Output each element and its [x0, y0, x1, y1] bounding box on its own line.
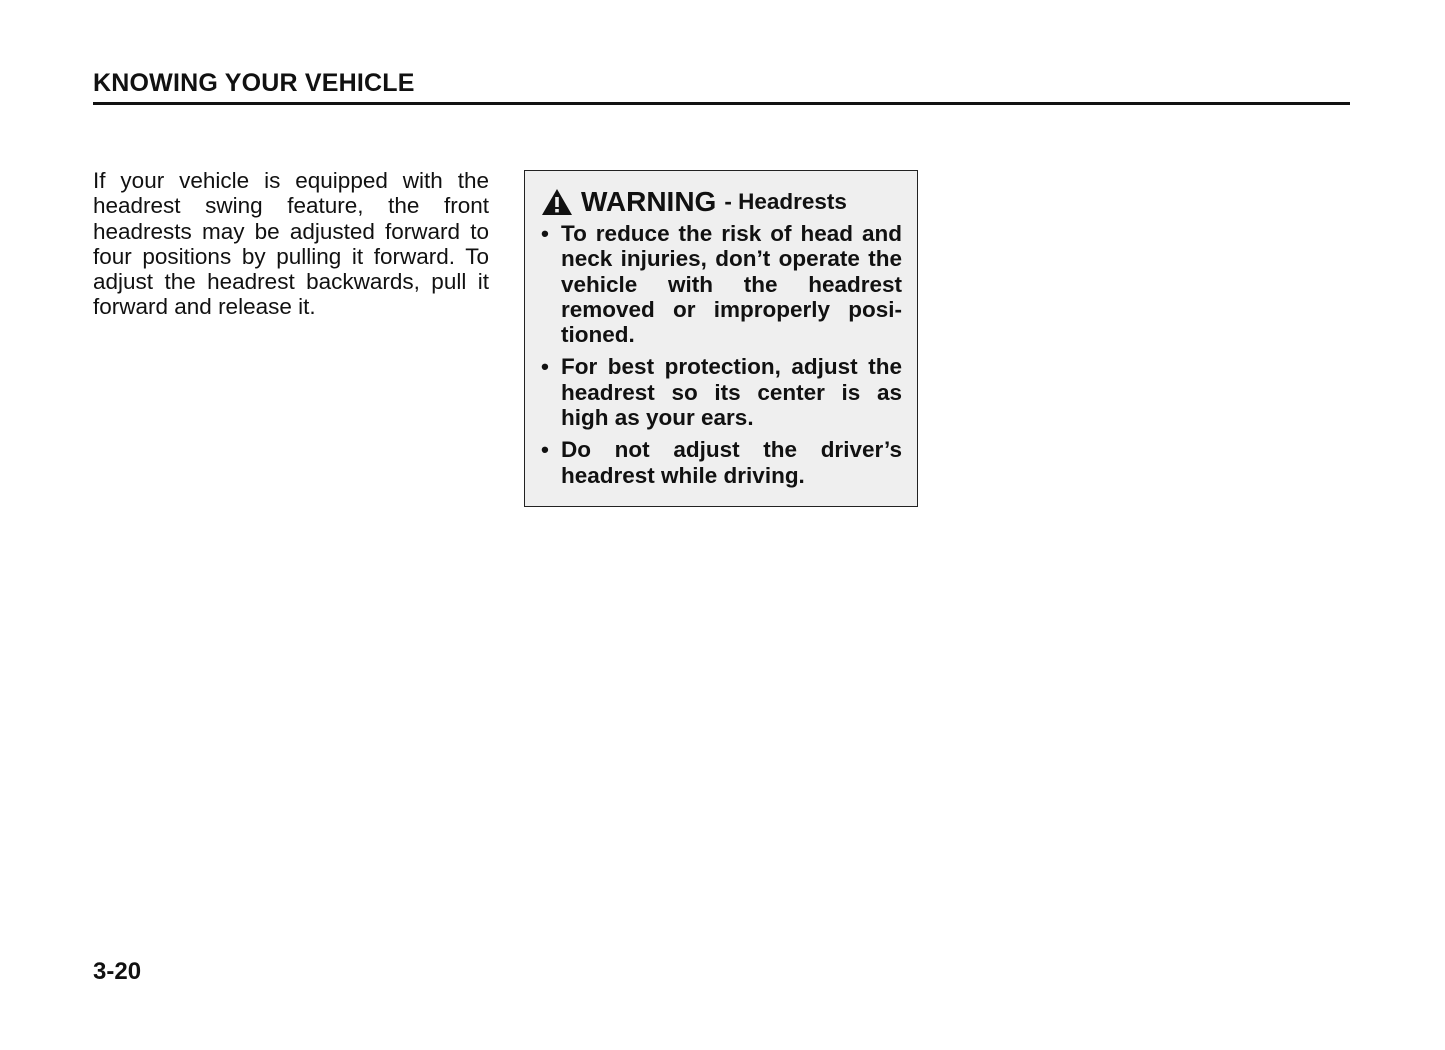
warning-item-text: Do not adjust the driver’s headrest while driving.: [561, 437, 902, 488]
warning-item-text: For best protection, adjust the headrest so its center is as high as your ears.: [561, 354, 902, 431]
bullet-glyph: •: [541, 354, 549, 380]
warning-box: [524, 170, 918, 507]
body-paragraph: If your vehicle is equipped with the headrest swing feature, the front headrests may be adjusted forward to four positions by pulling it forward. To adjust the headrest backwards, pull it forward and release it.: [93, 168, 489, 320]
section-title: KNOWING YOUR VEHICLE: [93, 69, 415, 97]
bullet-glyph: •: [541, 437, 549, 463]
warning-heading: [541, 185, 902, 219]
warning-triangle-icon: [541, 188, 573, 216]
warning-item: [541, 354, 902, 430]
page-number: 3-20: [93, 958, 142, 985]
warning-label: WARNING: [581, 186, 717, 217]
warning-list: [541, 221, 902, 488]
warning-item: [541, 437, 902, 488]
bullet-glyph: •: [541, 221, 549, 246]
warning-item: [541, 221, 902, 347]
page-header: [93, 68, 1350, 105]
warning-item-text: To reduce the risk of head and neck injuries, don’t operate the vehicle with the headrest removed or improperly posi-tioned.: [561, 221, 902, 348]
warning-subtitle: - Headrests: [724, 189, 847, 214]
